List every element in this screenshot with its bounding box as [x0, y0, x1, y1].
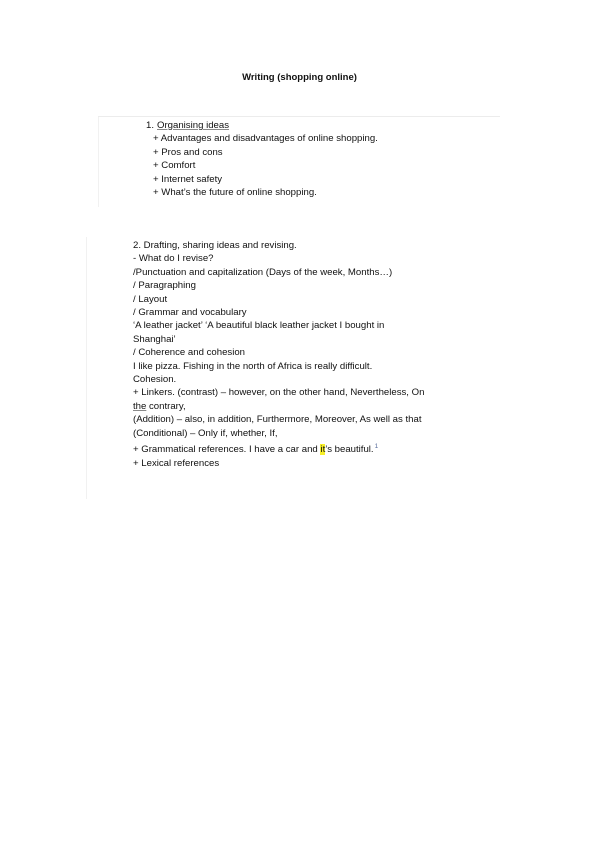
- text-line: (Conditional) – Only if, whether, If,: [133, 427, 278, 439]
- text-fragment: contrary,: [146, 400, 186, 412]
- text-line: /Punctuation and capitalization (Days of the week, Months…): [133, 266, 393, 278]
- highlighted-word: it: [320, 444, 326, 456]
- list-item: + What’s the future of online shopping.: [153, 187, 317, 199]
- text-line: I like pizza. Fishing in the north of Africa is really difficult.: [133, 360, 373, 372]
- list-item: + Comfort: [153, 160, 196, 172]
- section-drafting-revising: [86, 237, 426, 499]
- section-organising-ideas: [98, 116, 500, 207]
- text-line: - What do I revise?: [133, 253, 214, 265]
- section-number: 1.: [146, 120, 155, 131]
- text-fragment: ’s beautiful.: [325, 444, 374, 456]
- text-line: / Layout: [133, 293, 168, 305]
- text-line: ‘A leather jacket’ ‘A beautiful black leather jacket I bought in: [133, 320, 385, 332]
- text-line: / Paragraphing: [133, 280, 196, 292]
- list-item: + Advantages and disadvantages of online shopping.: [153, 133, 378, 145]
- text-line: + Lexical references: [133, 457, 220, 469]
- section-heading: [146, 119, 378, 132]
- margin-rule: [86, 237, 87, 499]
- underlined-word: the: [133, 400, 147, 412]
- text-line: Cohesion.: [133, 374, 177, 386]
- text-line: (Addition) – also, in addition, Furthermore, Moreover, As well as that: [133, 414, 422, 426]
- list-item: + Pros and cons: [153, 146, 223, 158]
- section-heading: 2. Drafting, sharing ideas and revising.: [133, 240, 297, 251]
- text-line: / Coherence and cohesion: [133, 347, 246, 359]
- section-heading-text: Organising ideas: [157, 120, 230, 131]
- margin-rule: [98, 117, 99, 207]
- text-fragment: + Grammatical references. I have a car and: [133, 444, 321, 456]
- list-item: + Internet safety: [153, 173, 223, 185]
- text-line: [133, 400, 424, 413]
- comment-marker[interactable]: 1: [374, 443, 379, 451]
- organising-ideas-list: [146, 119, 378, 199]
- text-line: [133, 440, 424, 457]
- text-line: / Grammar and vocabulary: [133, 307, 247, 319]
- drafting-notes-list: [133, 239, 424, 470]
- page-title: Writing (shopping online): [242, 72, 357, 83]
- text-line: + Linkers. (contrast) – however, on the other hand, Nevertheless, On: [133, 387, 425, 399]
- text-line: Shanghai’: [133, 333, 176, 345]
